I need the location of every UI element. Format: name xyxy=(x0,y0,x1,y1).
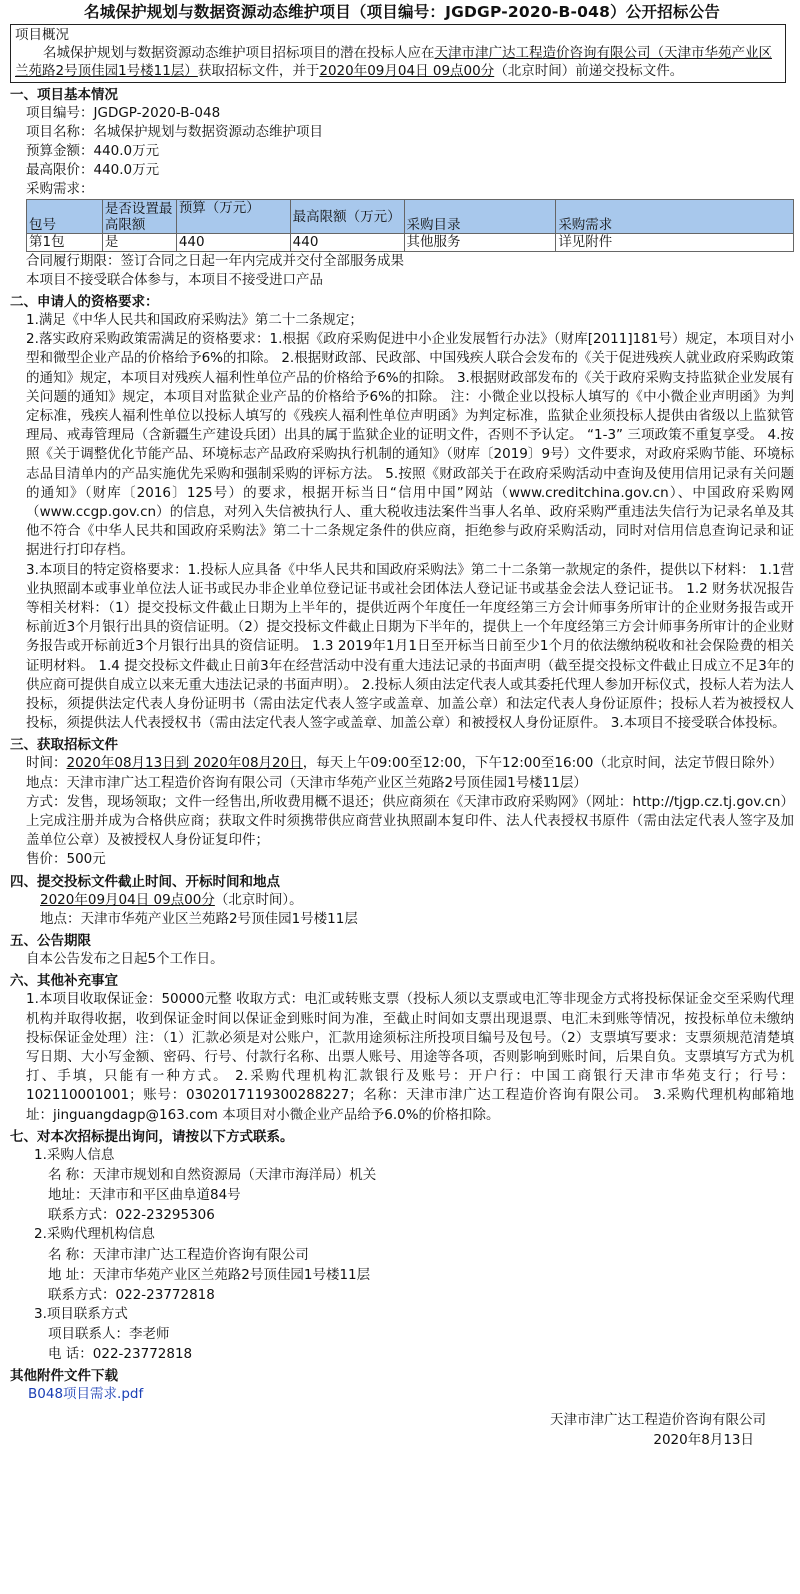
qualification-3: 3.本项目的特定资格要求：1.投标人应具备《中华人民共和国政府采购法》第二十二条第一款规定的条件，提供以下材料： 1.1营业执照副本或事业单位法人证书或民办非企业单位登记证书或社会团体法人登记证书或基金会法人登记证书。 1.2 财务状况报告等相关材料：（1）提交投标文件截止日期为上半年的，提供近两个年度任一年度经第三方会计师事务所审计的企业财务报告或开标前近3个月银行出具的资信证明。（2）提交投标文件截止日期为下半年的，提供上一个年度经第三方会计师事务所审计的企业财务报告或开标前近3个月银行出具的资信证明。 1.3 2019年1月1日至开标当日前至少1个月的依法缴纳税收和社会保险费的相关证明材料。 1.4 提交投标文件截止日前3年在经营活动中没有重大违法记录的书面声明（截至提交投标文件截止日成立不足3年的供应商可提供自成立以来无重大违法记录的书面声明）。 2.投标人须由法定代表人或其委托代理人参加开标仪式，投标人若为法人投标，须提供法定代表人身份证明书（需由法定代表人签字或盖章、加盖公章）和法定代表人身份证原件；投标人若为被授权人投标，须提供法人代表授权书（需由法定代表人签字或盖章、加盖公章）和被授权人身份证原件。 3.本项目不接受联合体投标。 xyxy=(26,561,794,732)
overview-text xyxy=(15,44,781,80)
procurement-table xyxy=(26,199,794,252)
procurement-needs-label: 采购需求： xyxy=(26,181,94,197)
agency-phone: 联系方式：022-23772818 xyxy=(48,1286,215,1303)
table-cell: 第1包 xyxy=(27,234,103,252)
table-header: 采购需求 xyxy=(556,200,794,234)
overview-text-a: 名城保护规划与数据资源动态维护项目招标项目的潜在投标人应在 xyxy=(43,45,435,61)
submit-deadline-time: 2020年09月04日 09点00分 xyxy=(40,891,215,908)
obtain-method: 方式：发售，现场领取；文件一经售出,所收费用概不退还；供应商须在《天津市政府采购网》（网址：http://tjgp.cz.tj.gov.cn）上完成注册并成为合格供应商；获取文件时须携带供应商营业执照副本复印件、法人代表授权书原件（需由法定代表人签字及加盖单位公章）及被授权人身份证复印件； xyxy=(26,793,794,849)
announcement-page xyxy=(10,0,794,1450)
qualification-2: 2.落实政府采购政策需满足的资格要求：1.根据《政府采购促进中小企业发展暂行办法》（财库[2011]181号）规定，本项目对小型和微型企业产品的价格给予6%的扣除。 2.根据财政部、民政部、中国残疾人联合会发布的《关于促进残疾人就业政府采购政策的通知》规定，本项目对残疾人福利性单位产品的价格给予6%的扣除。 3.根据财政部发布的《关于政府采购支持监狱企业发展有关问题的通知》规定，本项目对监狱企业产品的价格给予6%的扣除。 注：小微企业以投标人填写的《中小微企业声明函》为判定标准，残疾人福利性单位以投标人填写的《残疾人福利性单位声明函》为判定标准，监狱企业须投标人提供由省级以上监狱管理局、戒毒管理局（含新疆生产建设兵团）出具的属于监狱企业的证明文件，否则不予认定。 “1-3” 三项政策不重复享受。 4.按照《关于调整优化节能产品、环境标志产品政府采购执行机制的通知》（财库〔2019〕9号）文件要求，对政府采购节能、环境标志品目清单内的产品实施优先采购和强制采购的评标方法。 5.按照《财政部关于在政府采购活动中查询及使用信用记录有关问题的通知》（财库〔2016〕125号）的要求，根据开标当日“信用中国”网站（www.creditchina.gov.cn）、中国政府采购网（www.ccgp.gov.cn）的信息，对列入失信被执行人、重大税收违法案件当事人名单、政府采购严重违法失信行为记录名单及其他不符合《中华人民共和国政府采购法》第二十二条规定条件的供应商，拒绝参与政府采购活动，同时对信用信息查询记录和证据进行打印存档。 xyxy=(26,331,794,559)
overview-text-c: 获取招标文件，并于 xyxy=(197,63,320,79)
table-header: 最高限额（万元） xyxy=(290,200,404,234)
agency-info-title: 2.采购代理机构信息 xyxy=(34,1226,155,1243)
other-matters: 1.本项目收取保证金：50000元整 收取方式：电汇或转账支票（投标人须以支票或电汇等非现金方式将投标保证金交至采购代理机构并取得收据，收到保证金时间以保证金到账时间为准，至截止时间如支票出现退票、电汇未到账等情况，按投标单位未缴纳投标保证金处理）注：（1）汇款必须是对公账户，汇款用途须标注所投项目编号及包号。（2）支票填写要求：支票须规范清楚填写日期、大小写金额、密码、行号、付款行名称、出票人账号、用途等各项，否则影响到账时间，后果自负。支票填写方式为机打、手填，只能有一种方式。 2.采购代理机构汇款银行及账号：开户行：中国工商银行天津市华苑支行；行号：102110001001；账号：0302017119300288227；名称：天津市津广达工程造价咨询有限公司。 3.采购代理机构邮箱地址：jinguangdagp@163.com 本项目对小微企业产品给予6.0%的价格扣除。 xyxy=(26,991,794,1123)
overview-label: 项目概况 xyxy=(15,27,69,43)
section-2-heading: 二、申请人的资格要求： xyxy=(10,294,159,310)
submit-deadline xyxy=(10,891,794,910)
buyer-address: 地址：天津市和平区曲阜道84号 xyxy=(48,1187,241,1204)
overview-text-e: （北京时间）前递交投标文件。 xyxy=(494,63,684,79)
obtain-time xyxy=(10,754,794,773)
section-3-heading: 三、获取招标文件 xyxy=(10,737,118,754)
table-cell: 是 xyxy=(102,234,176,252)
obtain-time-rest: ，每天上午09:00至12:00，下午12:00至16:00（北京时间，法定节假日除外） xyxy=(302,755,783,772)
table-row xyxy=(27,234,794,252)
attachment-link[interactable]: B048项目需求.pdf xyxy=(28,1386,144,1403)
max-price: 最高限价：440.0万元 xyxy=(26,162,160,178)
obtain-place: 地点：天津市津广达工程造价咨询有限公司（天津市华苑产业区兰苑路2号顶佳园1号楼11层） xyxy=(26,774,587,791)
contract-period: 合同履行期限：签订合同之日起一年内完成并交付全部服务成果 xyxy=(26,253,404,269)
buyer-phone: 联系方式：022-23295306 xyxy=(48,1207,215,1224)
obtain-time-label: 时间： xyxy=(26,755,67,772)
table-cell: 详见附件 xyxy=(556,234,794,252)
signature-date: 2020年8月13日 xyxy=(653,1432,754,1449)
obtain-price: 售价：500元 xyxy=(26,851,106,868)
section-5-heading: 五、公告期限 xyxy=(10,933,91,950)
overview-agency-address: 天津市津广达工程造价咨询有限公司（天津市华苑产业区兰苑路2号顶佳园1号楼11层） xyxy=(15,45,772,79)
agency-name: 名 称：天津市津广达工程造价咨询有限公司 xyxy=(48,1246,309,1263)
obtain-time-range: 2020年08月13日到 2020年08月20日 xyxy=(66,755,303,772)
page-title: 名城保护规划与数据资源动态维护项目（项目编号：JGDGP-2020-B-048）公开招标公告 xyxy=(84,3,720,21)
table-header: 是否设置最高限额 xyxy=(102,200,176,234)
table-header: 包号 xyxy=(27,200,103,234)
overview-box xyxy=(10,24,786,83)
consortium-note: 本项目不接受联合体参与，本项目不接受进口产品 xyxy=(26,272,323,288)
agency-address: 地 址：天津市华苑产业区兰苑路2号顶佳园1号楼11层 xyxy=(48,1266,371,1283)
qualification-1: 1.满足《中华人民共和国政府采购法》第二十二条规定； xyxy=(26,312,363,328)
submit-place: 地点：天津市华苑产业区兰苑路2号顶佳园1号楼11层 xyxy=(40,910,358,927)
table-cell: 440 xyxy=(290,234,404,252)
table-cell: 其他服务 xyxy=(404,234,556,252)
section-7-heading: 七、对本次招标提出询问，请按以下方式联系。 xyxy=(10,1128,294,1145)
table-header: 预算（万元） xyxy=(176,200,290,234)
buyer-name: 名 称：天津市规划和自然资源局（天津市海洋局）机关 xyxy=(48,1167,377,1184)
table-header: 采购目录 xyxy=(404,200,556,234)
project-contact-phone: 电 话：022-23772818 xyxy=(48,1346,193,1363)
section-6-heading: 六、其他补充事宜 xyxy=(10,973,118,990)
attachments-heading: 其他附件文件下载 xyxy=(10,1368,118,1385)
budget-amount: 预算金额：440.0万元 xyxy=(26,143,160,159)
submit-deadline-rest: （北京时间）。 xyxy=(214,891,303,908)
section-1-heading: 一、项目基本情况 xyxy=(10,87,118,103)
table-header-row xyxy=(27,200,794,234)
project-name: 项目名称：名城保护规划与数据资源动态维护项目 xyxy=(26,124,323,140)
project-number: 项目编号：JGDGP-2020-B-048 xyxy=(26,105,221,121)
buyer-info-title: 1.采购人信息 xyxy=(34,1146,115,1163)
project-contact-person: 项目联系人：李老师 xyxy=(48,1326,170,1343)
overview-deadline: 2020年09月04日 09点00分 xyxy=(319,63,495,79)
project-contact-title: 3.项目联系方式 xyxy=(34,1305,128,1322)
notice-period: 自本公告发布之日起5个工作日。 xyxy=(26,951,224,968)
signature-org: 天津市津广达工程造价咨询有限公司 xyxy=(550,1412,766,1429)
table-cell: 440 xyxy=(176,234,290,252)
section-4-heading: 四、提交投标文件截止时间、开标时间和地点 xyxy=(10,873,280,890)
